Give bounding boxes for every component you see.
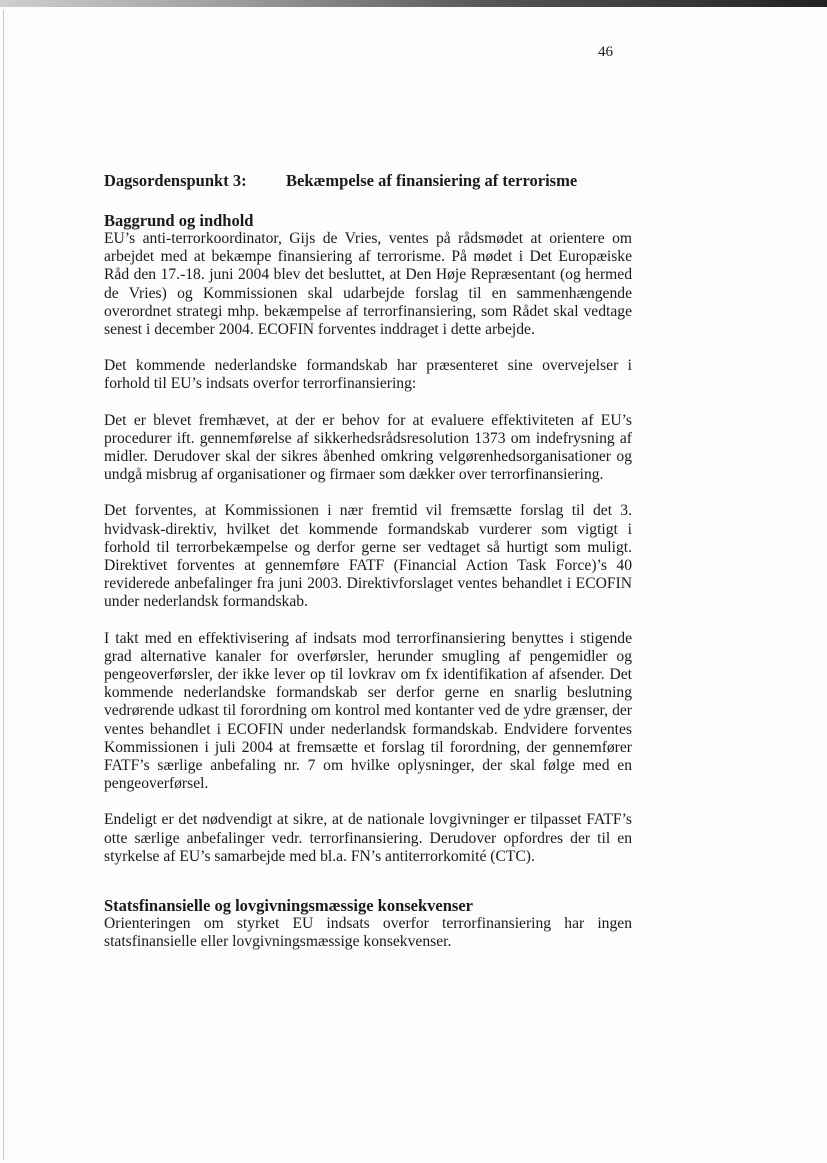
paragraph: EU’s anti-terrorkoordinator, Gijs de Vries, ventes på rådsmødet at orientere om arbejdet med at bekæmpe finansiering af terrorisme. På mødet i Det Europæiske Råd den 17.-18. juni 2004 blev det besluttet, at Den Høje Repræsentant (og hermed de Vries) og Kommissionen skal udarbejde forslag til en sammenhængende overordnet strategi mhp. bekæmpelse af terrorfinansiering, som Rådet skal vedtage senest i december 2004. ECOFIN forventes inddraget i dette arbejde. (104, 230, 632, 339)
paragraph: Det er blevet fremhævet, at der er behov for at evaluere effektiviteten af EU’s procedurer ift. gennemførelse af sikkerhedsrådsresolution 1373 om indefrysning af midler. Derudover skal der sikres åbenhed omkring velgørenhedsorganisationer og undgå misbrug af organisationer og firmaer som dækker over terrorfinansiering. (104, 411, 632, 484)
agenda-heading (104, 171, 577, 191)
paragraph: Det forventes, at Kommissionen i nær fremtid vil fremsætte forslag til det 3. hvidvask-direktiv, hvilket det kommende formandskab vurderer som vigtigt i forhold til terrorbekæmpelse og derfor gerne ser vedtaget så hurtigt som muligt. Direktivet forventes at gennemføre FATF (Financial Action Task Force)’s 40 reviderede anbefalinger fra juni 2003. Direktivforslaget ventes behandlet i ECOFIN under nederlandsk formandskab. (104, 502, 632, 611)
agenda-label: Dagsordenspunkt 3: (104, 171, 247, 190)
agenda-title: Bekæmpelse af finansiering af terrorisme (286, 171, 578, 190)
page-number: 46 (598, 44, 613, 60)
scan-edge-left (3, 10, 4, 1160)
paragraph: I takt med en effektivisering af indsats mod terrorfinansiering benyttes i stigende grad alternative kanaler for overførsler, herunder smugling af pengemidler og pengeoverførsler, der ikke lever op til lovkrav om fx identifikation af afsender. Det kommende nederlandske formandskab ser derfor gerne en snarlig beslutning vedrørende udkast til forordning om kontrol med kontanter ved de ydre grænser, der ventes behandlet i ECOFIN under nederlandsk formandskab. Endvidere forventes Kommissionen i juli 2004 at fremsætte et forslag til forordning, der gennemfører FATF’s særlige anbefaling nr. 7 om hvilke oplysninger, der skal følge med en pengeoverførsel. (104, 629, 632, 793)
section-heading-background: Baggrund og indhold (104, 211, 254, 230)
document-body (104, 211, 632, 970)
paragraph: Endeligt er det nødvendigt at sikre, at de nationale lovgivninger er tilpasset FATF’s otte særlige anbefalinger vedr. terrorfinansiering. Derudover opfordres der til en styrkelse af EU’s samarbejde med bl.a. FN’s antiterrorkomité (CTC). (104, 811, 632, 865)
paragraph: Det kommende nederlandske formandskab har præsenteret sine overvejelser i forhold til EU’s indsats overfor terrorfinansiering: (104, 357, 632, 393)
paragraph: Orienteringen om styrket EU indsats overfor terrorfinansiering har ingen statsfinansielle eller lovgivningsmæssige konsekvenser. (104, 915, 632, 951)
section-heading-consequences: Statsfinansielle og lovgivningsmæssige konsekvenser (104, 896, 473, 916)
scan-edge-top (0, 0, 827, 7)
